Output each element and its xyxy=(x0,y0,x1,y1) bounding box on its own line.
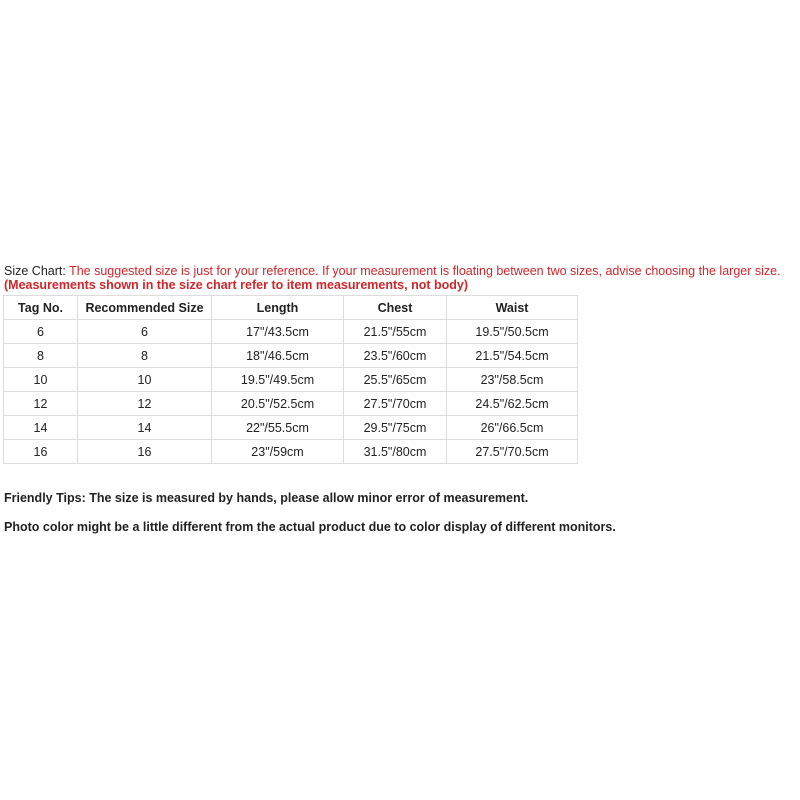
friendly-tips: Friendly Tips: The size is measured by hands, please allow minor error of measurement. xyxy=(4,491,529,505)
measurement-note: (Measurements shown in the size chart refer to item measurements, not body) xyxy=(4,278,468,292)
cell-waist: 24.5"/62.5cm xyxy=(447,392,578,416)
cell-length: 20.5"/52.5cm xyxy=(212,392,344,416)
cell-chest: 29.5"/75cm xyxy=(344,416,447,440)
cell-length: 22"/55.5cm xyxy=(212,416,344,440)
size-table xyxy=(3,295,578,464)
photo-color-note: Photo color might be a little different from the actual product due to color display of different monitors. xyxy=(4,520,616,534)
table-row xyxy=(4,368,578,392)
header-tag-no: Tag No. xyxy=(4,296,78,320)
cell-tag: 16 xyxy=(4,440,78,464)
table-row xyxy=(4,320,578,344)
header-recommended-size: Recommended Size xyxy=(78,296,212,320)
header-row xyxy=(4,296,578,320)
cell-length: 18"/46.5cm xyxy=(212,344,344,368)
table-row xyxy=(4,344,578,368)
cell-size: 16 xyxy=(78,440,212,464)
cell-length: 19.5"/49.5cm xyxy=(212,368,344,392)
cell-size: 6 xyxy=(78,320,212,344)
cell-waist: 21.5"/54.5cm xyxy=(447,344,578,368)
cell-length: 17"/43.5cm xyxy=(212,320,344,344)
cell-chest: 21.5"/55cm xyxy=(344,320,447,344)
cell-size: 10 xyxy=(78,368,212,392)
cell-tag: 8 xyxy=(4,344,78,368)
cell-tag: 12 xyxy=(4,392,78,416)
cell-chest: 27.5"/70cm xyxy=(344,392,447,416)
cell-waist: 27.5"/70.5cm xyxy=(447,440,578,464)
cell-waist: 23"/58.5cm xyxy=(447,368,578,392)
cell-chest: 31.5"/80cm xyxy=(344,440,447,464)
cell-chest: 23.5"/60cm xyxy=(344,344,447,368)
table-row xyxy=(4,440,578,464)
cell-size: 14 xyxy=(78,416,212,440)
cell-length: 23"/59cm xyxy=(212,440,344,464)
cell-waist: 19.5"/50.5cm xyxy=(447,320,578,344)
cell-tag: 10 xyxy=(4,368,78,392)
cell-chest: 25.5"/65cm xyxy=(344,368,447,392)
reference-note: The suggested size is just for your reference. If your measurement is floating between two sizes, advise choosing the larger size. xyxy=(69,264,781,278)
cell-size: 8 xyxy=(78,344,212,368)
cell-size: 12 xyxy=(78,392,212,416)
size-chart-label: Size Chart xyxy=(4,264,63,278)
cell-waist: 26"/66.5cm xyxy=(447,416,578,440)
header-length: Length xyxy=(212,296,344,320)
table-row xyxy=(4,416,578,440)
cell-tag: 14 xyxy=(4,416,78,440)
colon: : xyxy=(62,264,70,278)
cell-tag: 6 xyxy=(4,320,78,344)
size-chart-intro xyxy=(4,264,796,292)
table-row xyxy=(4,392,578,416)
header-waist: Waist xyxy=(447,296,578,320)
header-chest: Chest xyxy=(344,296,447,320)
